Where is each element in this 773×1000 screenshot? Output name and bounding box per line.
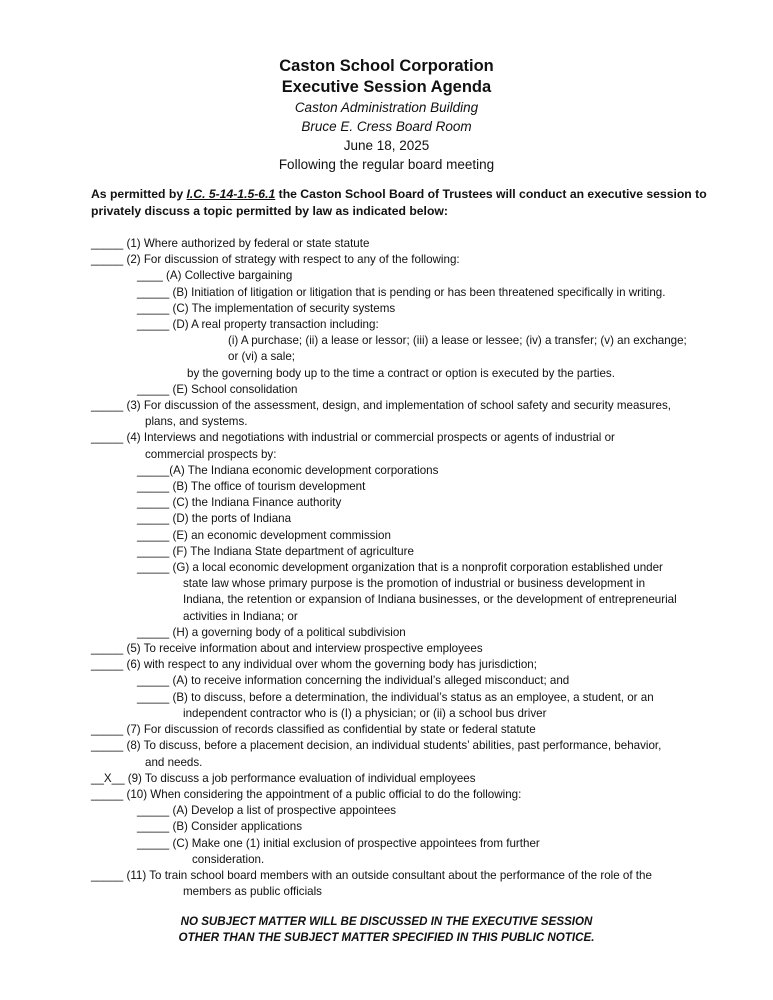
agenda-title: Executive Session Agenda [281, 78, 492, 96]
statute-citation: I.C. 5-14-1.5-6.1 [186, 187, 276, 201]
item-4f: _____ (F) The Indiana State department of agriculture [137, 544, 414, 558]
public-notice-footer [0, 914, 773, 946]
item-3: _____ (3) For discussion of the assessment, design, and implementation of school safety and security measures, [91, 399, 671, 413]
item-9-selected: __X__ (9) To discuss a job performance evaluation of individual employees [91, 771, 476, 785]
item-11-cont: members as public officials [183, 885, 322, 899]
meeting-date: June 18, 2025 [343, 138, 430, 153]
location-room: Bruce E. Cress Board Room [301, 119, 472, 134]
item-4a: _____(A) The Indiana economic development corporations [137, 463, 439, 477]
item-2d-qualifier: by the governing body up to the time a contract or option is executed by the parties. [187, 366, 615, 380]
item-10a: _____ (A) Develop a list of prospective appointees [137, 804, 397, 818]
item-1: _____ (1) Where authorized by federal or state statute [91, 237, 370, 250]
agenda-item-list [91, 236, 731, 900]
item-2a: ____ (A) Collective bargaining [137, 269, 293, 283]
item-6b-cont: independent contractor who is (I) a physician; or (ii) a school bus driver [183, 706, 547, 720]
item-10c-cont: consideration. [192, 852, 265, 866]
item-2d: _____ (D) A real property transaction including: [137, 318, 379, 332]
item-4b: _____ (B) The office of tourism development [137, 480, 366, 494]
item-8-cont: and needs. [145, 755, 203, 769]
intro-paragraph [91, 186, 711, 220]
item-2c: _____ (C) The implementation of security systems [137, 301, 396, 315]
item-5: _____ (5) To receive information about and interview prospective employees [91, 642, 483, 656]
organization-name: Caston School Corporation [279, 57, 494, 75]
item-2d-detail: (i) A purchase; (ii) a lease or lessor; (iii) a lease or lessee; (iv) a transfer; (v) an exchange; [228, 334, 687, 348]
item-4g-cont-3: activities in Indiana; or [183, 609, 298, 623]
item-4: _____ (4) Interviews and negotiations with industrial or commercial prospects or agents of industrial or [91, 431, 615, 445]
item-10b: _____ (B) Consider applications [137, 820, 302, 834]
agenda-header [0, 56, 773, 174]
location-building: Caston Administration Building [294, 100, 479, 115]
footer-line-2: OTHER THAN THE SUBJECT MATTER SPECIFIED IN THIS PUBLIC NOTICE. [178, 931, 595, 944]
item-8: _____ (8) To discuss, before a placement decision, an individual students’ abilities, past performance, behavior, [91, 739, 662, 753]
item-4-cont: commercial prospects by: [145, 447, 277, 461]
item-10c: _____ (C) Make one (1) initial exclusion of prospective appointees from further [137, 836, 540, 850]
item-6b: _____ (B) to discuss, before a determination, the individual’s status as an employee, a student, or an [137, 690, 654, 704]
item-4d: _____ (D) the ports of Indiana [137, 512, 292, 526]
intro-prefix: As permitted by [91, 187, 187, 201]
item-2: _____ (2) For discussion of strategy with respect to any of the following: [91, 253, 460, 267]
item-4h: _____ (H) a governing body of a political subdivision [137, 625, 406, 639]
item-4g-cont-2: Indiana, the retention or expansion of Indiana businesses, or the development of entrepreneurial [183, 593, 677, 607]
footer-line-1: NO SUBJECT MATTER WILL BE DISCUSSED IN THE EXECUTIVE SESSION [180, 915, 593, 928]
item-4e: _____ (E) an economic development commission [137, 528, 391, 542]
item-10: _____ (10) When considering the appointment of a public official to do the following: [91, 787, 522, 801]
item-3-cont: plans, and systems. [145, 415, 248, 429]
item-2d-detail-cont: or (vi) a sale; [228, 350, 296, 364]
item-4g: _____ (G) a local economic development organization that is a nonprofit corporation established under [137, 561, 663, 575]
item-6: _____ (6) with respect to any individual over whom the governing body has jurisdiction; [91, 658, 537, 672]
item-6a: _____ (A) to receive information concerning the individual’s alleged misconduct; and [137, 674, 570, 688]
item-4c: _____ (C) the Indiana Finance authority [137, 496, 342, 510]
item-7: _____ (7) For discussion of records classified as confidential by state or federal statute [91, 723, 536, 737]
intro-suffix: the Caston School Board of Trustees will conduct an executive session to privately discuss a topic permitted by law as indicated below: [91, 187, 707, 218]
item-2e: _____ (E) School consolidation [137, 382, 298, 396]
item-2b: _____ (B) Initiation of litigation or litigation that is pending or has been threatened specifically in writing. [137, 285, 666, 299]
meeting-timing: Following the regular board meeting [278, 157, 495, 172]
item-4g-cont-1: state law whose primary purpose is the promotion of industrial or business development in [183, 577, 646, 591]
item-11: _____ (11) To train school board members with an outside consultant about the performance of the role of the [91, 868, 652, 882]
